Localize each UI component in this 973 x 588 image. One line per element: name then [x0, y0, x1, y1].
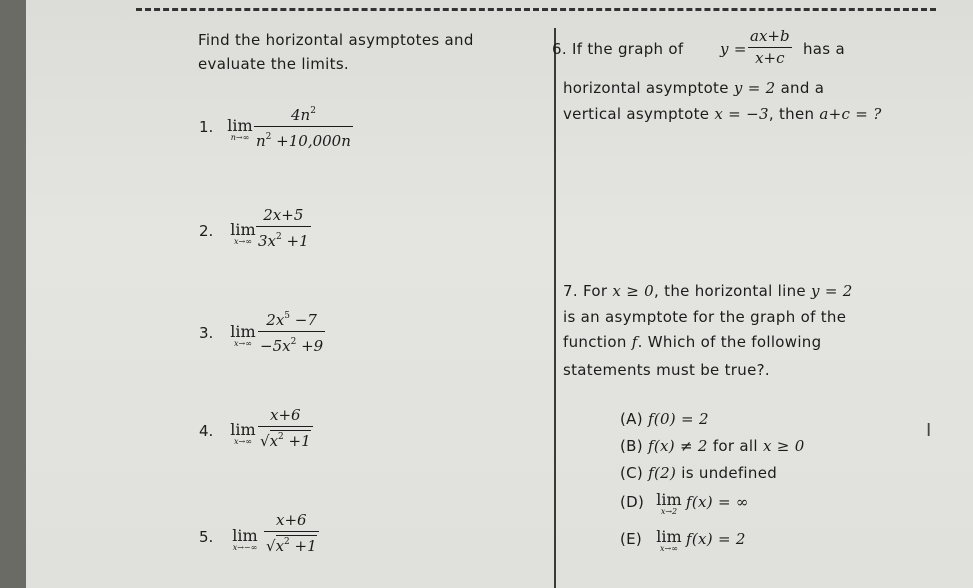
intro-line-1: Find the horizontal asymptotes and — [198, 31, 474, 49]
dashed-header-line — [136, 8, 936, 11]
question-number: 7. — [563, 282, 578, 300]
problem-number: 5. — [199, 528, 214, 546]
column-divider — [554, 28, 556, 588]
fraction: $\frac{4n^2}{n^2 +10,000n}$ — [256, 106, 351, 150]
choice-a: (A) f(0) = 2 — [620, 410, 709, 428]
choice-c: (C) f(2) is undefined — [620, 464, 778, 482]
problem-number: 1. — [199, 118, 214, 136]
problem-number: 2. — [199, 222, 214, 240]
fraction: $\frac{x+6}{√x^2 +1}$ — [266, 511, 317, 555]
intro-line-2: evaluate the limits. — [198, 55, 350, 73]
fraction: $\frac{2x+5}{3x^2 +1}$ — [258, 206, 309, 250]
limit-operator: lim x→∞ — [230, 220, 256, 246]
limit-operator: lim x→∞ — [230, 420, 256, 446]
fraction: $\frac{2x^5 -7}{-5x^2 +9}$ — [260, 311, 324, 355]
limit-operator: lim x→−∞ — [232, 526, 258, 552]
fraction: $\frac{x+6}{√x^2 +1}$ — [260, 406, 311, 450]
question-number: 6. — [552, 40, 567, 58]
fraction: $\frac{ax+b}{x+c}$ — [750, 27, 790, 67]
limit-operator: lim x→∞ — [230, 322, 256, 348]
limit-operator: lim n→∞ — [227, 116, 253, 142]
problem-number: 3. — [199, 324, 214, 342]
problem-number: 4. — [199, 422, 214, 440]
text-cursor-icon: I — [926, 420, 932, 441]
choice-b: (B) f(x) ≠ 2 for all x ≥ 0 — [620, 437, 805, 455]
